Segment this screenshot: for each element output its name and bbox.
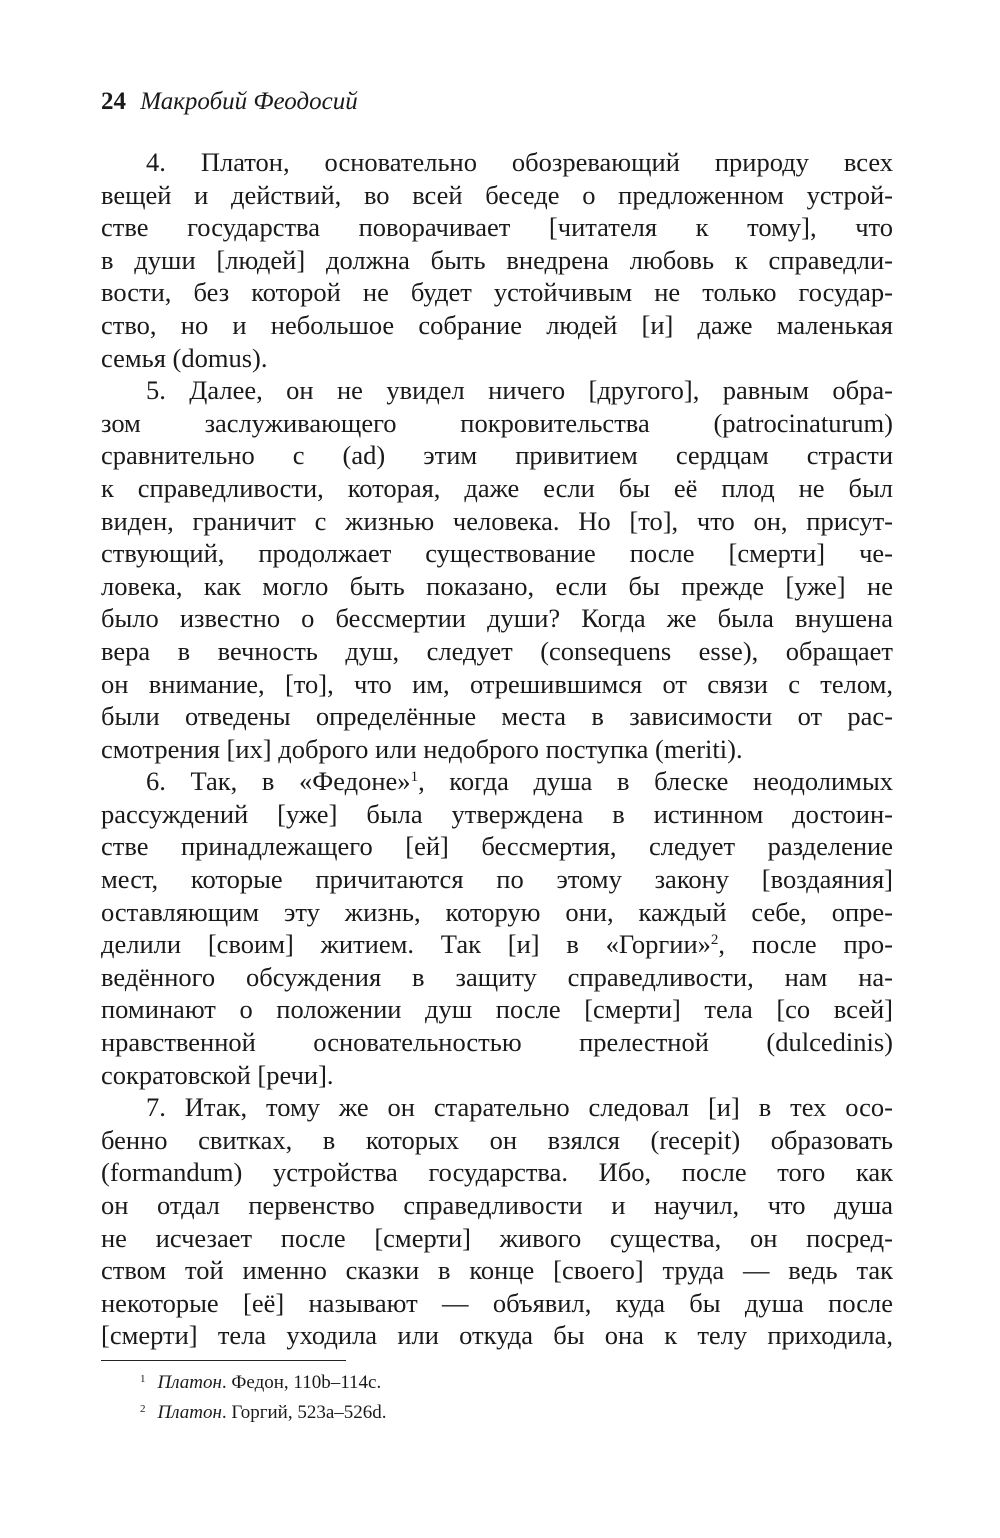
text-line: ствующий, продолжает существование после [смерти] че- (101, 538, 893, 569)
text-line: вости, без которой не будет устойчивым не только государ- (101, 277, 893, 308)
footnote-reference: . Федон, 110b–114c. (221, 1372, 382, 1393)
text-line: были отведены определённые места в зависимости от рас- (101, 701, 893, 732)
text-line: семья (domus). (101, 342, 268, 373)
body-text (101, 146, 893, 1352)
footnotes (140, 1366, 387, 1426)
paragraph-4 (101, 146, 893, 374)
text-line: зом заслуживающего покровительства (patrocinaturum) (101, 407, 893, 438)
text-line: стве государства поворачивает [читателя к тому], что (101, 212, 893, 243)
text-line: смотрения [их] доброго или недоброго поступка (meriti). (101, 733, 743, 764)
text-line: оставляющим эту жизнь, которую они, каждый себе, опре- (101, 896, 893, 927)
paragraph-6 (101, 765, 893, 1091)
text-line: стве принадлежащего [ей] бессмертия, следует разделение (101, 831, 893, 862)
text-line: ством той именно сказки в конце [своего] труда — ведь так (101, 1255, 893, 1286)
text-line: он отдал первенство справедливости и научил, что душа (101, 1190, 893, 1220)
text-line: [смерти] тела уходила или откуда бы она к телу приходила, (101, 1320, 893, 1351)
text-line: (formandum) устройства государства. Ибо, после того как (101, 1157, 893, 1188)
text-line: 4. Платон, основательно обозревающий природу всех (146, 147, 893, 177)
text-line: 5. Далее, он не увидел ничего [другого], равным обра- (146, 375, 893, 406)
text-line: виден, граничит с жизнью человека. Но [то], что он, присут- (101, 505, 893, 536)
footnote-reference: . Горгий, 523a–526d. (221, 1402, 387, 1423)
text-line: не исчезает после [смерти] живого существа, он посред- (101, 1222, 893, 1253)
footnote-2 (140, 1396, 387, 1426)
running-header (101, 86, 358, 118)
text-line: ловека, как могло быть показано, если бы прежде [уже] не (101, 570, 893, 601)
footnote-mark: 2 (140, 1403, 146, 1415)
footnote-reference-mark: 2 (710, 932, 719, 949)
text-line: рассуждений [уже] была утверждена в истинном достоин- (101, 798, 893, 829)
footnote-mark: 1 (140, 1373, 146, 1385)
text-line: сократовской [речи]. (101, 1059, 334, 1090)
text-line: вера в вечность душ, следует (consequens esse), обращает (101, 635, 893, 666)
text-line: некоторые [её] называют — объявил, куда бы душа после (101, 1287, 893, 1318)
text-line: к справедливости, которая, даже если бы её плод не был (101, 472, 893, 503)
text-line: он внимание, [то], что им, отрешившимся от связи с телом, (101, 668, 893, 699)
page-number: 24 (101, 88, 126, 115)
text-line: ведённого обсуждения в защиту справедливости, нам на- (101, 961, 893, 992)
running-title: Макробий Феодосий (140, 88, 358, 115)
text-line: было известно о бессмертии души? Когда же была внушена (101, 603, 893, 634)
text-line: поминают о положении душ после [смерти] тела [со всей] (101, 994, 893, 1025)
paragraph-5 (101, 374, 893, 765)
text-line: делили [своим] житием. Так [и] в «Горгии»$^2$, после про- (101, 929, 893, 960)
text-line: нравственной основательностью прелестной (dulcedinis) (101, 1027, 893, 1058)
text-line: мест, которые причитаются по этому закону [воздаяния] (101, 864, 893, 895)
paragraph-7 (101, 1091, 893, 1352)
text-line: ство, но и небольшое собрание людей [и] даже маленькая (101, 309, 893, 340)
footnote-author: Платон (157, 1402, 222, 1423)
footnote-reference-mark: 1 (410, 769, 419, 786)
text-line: бенно свитках, в которых он взялся (recepit) образовать (101, 1124, 893, 1155)
text-line: 7. Итак, тому же он старательно следовал [и] в тех осо- (146, 1092, 893, 1123)
text-line: в души [людей] должна быть внедрена любовь к справедли- (101, 244, 893, 275)
footnote-author: Платон (157, 1372, 222, 1393)
footnote-1 (140, 1366, 387, 1396)
text-line: вещей и действий, во всей беседе о предложенном устрой- (101, 179, 893, 210)
text-line: 6. Так, в «Федоне»$^1$, когда душа в блеске неодолимых (146, 766, 894, 797)
footnote-divider (101, 1360, 346, 1361)
text-line: сравнительно с (ad) этим привитием сердцам страсти (101, 440, 893, 471)
